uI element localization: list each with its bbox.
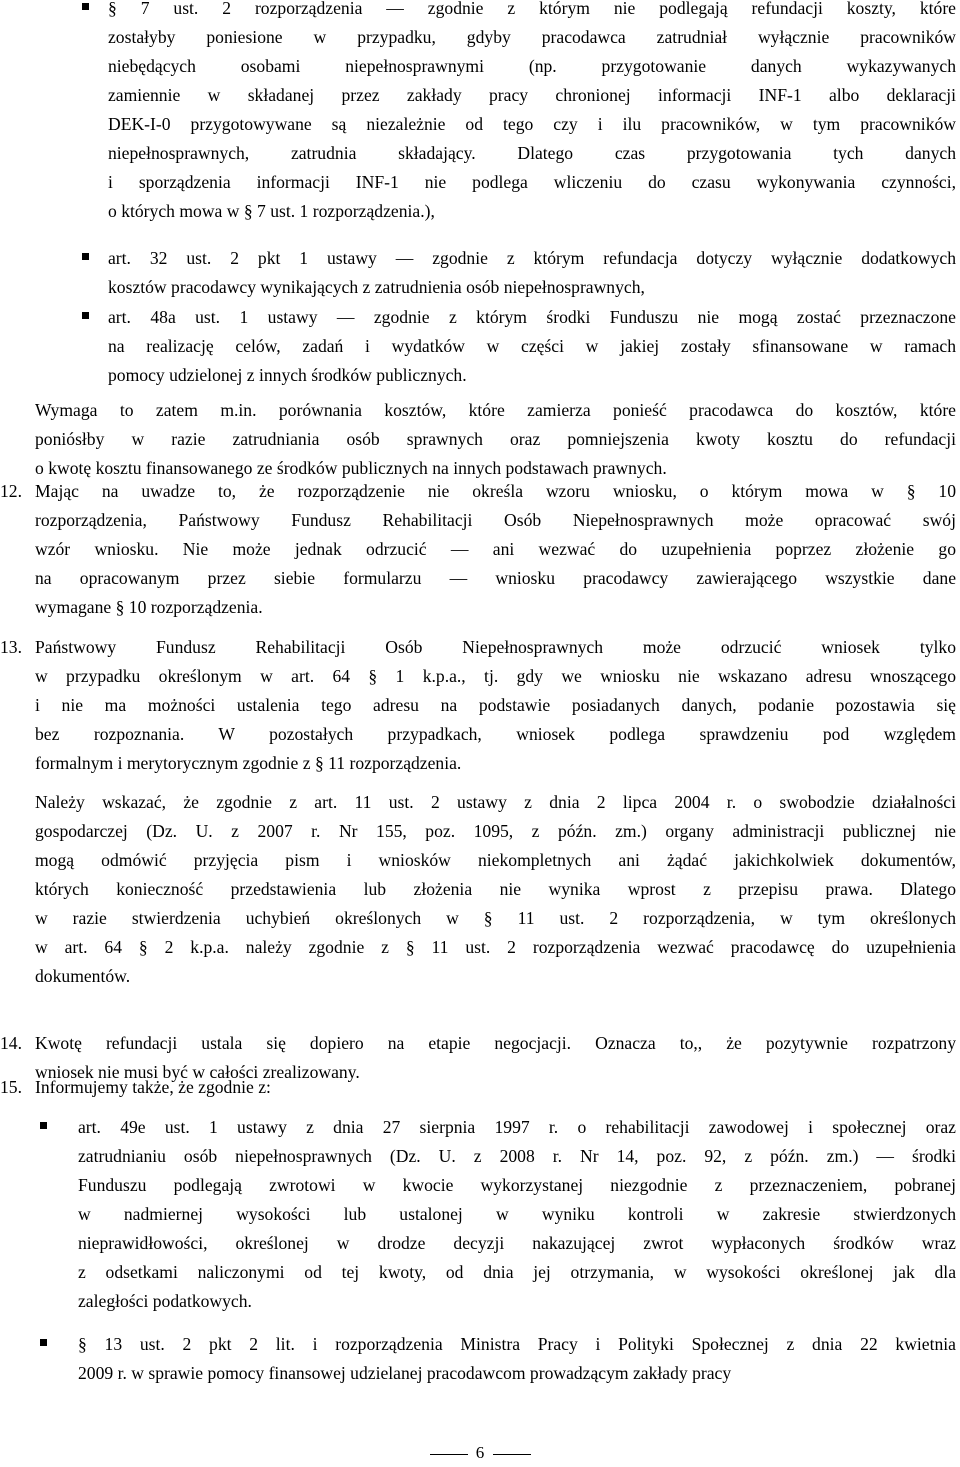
text-line: Mając na uwadze to, że rozporządzenie nie określa wzoru wniosku, o którym mowa w § 10 (35, 481, 956, 501)
text-line: art. 49e ust. 1 ustawy z dnia 27 sierpnia 1997 r. o rehabilitacji zawodowej i społecznej oraz (78, 1117, 956, 1137)
text-line: gospodarczej (Dz. U. z 2007 r. Nr 155, poz. 1095, z późn. zm.) organy administracji publicznej nie (35, 821, 956, 841)
text-line: zamiennie w składanej przez zakłady pracy chronionej informacji INF-1 albo deklaracji (108, 85, 956, 105)
bullet-item-par7 (108, 0, 956, 226)
text-line: i sporządzenia informacji INF-1 nie podlega wliczeniu do czasu wykonywania czynności, (108, 172, 956, 192)
text-line: poniósłby w razie zatrudniania osób sprawnych oraz pomniejszenia kwoty kosztu do refundacji (35, 429, 956, 449)
text-line: zostałyby poniesione w przypadku, gdyby pracodawca zatrudniał wyłącznie pracowników (108, 27, 956, 47)
item-number: 15. (0, 1077, 22, 1097)
text-line: w razie stwierdzenia uchybień określonych w § 11 ust. 2 rozporządzenia, w tym określonych (35, 908, 956, 928)
item-13-text (35, 633, 956, 778)
text-line: Informujemy także, że zgodnie z: (35, 1077, 271, 1097)
bullet-item-par13 (78, 1330, 956, 1388)
text-line: zatrudnianiu osób niepełnosprawnych (Dz. U. z 2008 r. Nr 14, poz. 92, z późn. zm.) — środki (78, 1146, 956, 1166)
item-12-text (35, 477, 956, 622)
text-line: wymagane § 10 rozporządzenia. (35, 597, 263, 617)
bullet-marker (40, 1122, 47, 1129)
item-15-text (35, 1073, 956, 1102)
page-footer (0, 1438, 960, 1467)
text-line: Należy wskazać, że zgodnie z art. 11 ust. 2 ustawy z dnia 2 lipca 2004 r. o swobodzie działalności (35, 792, 956, 812)
text-line: Wymaga to zatem m.in. porównania kosztów, które zamierza ponieść pracodawca do kosztów, które (35, 400, 956, 420)
text-line: w art. 64 § 2 k.p.a. należy zgodnie z § 11 ust. 2 rozporządzenia wezwać pracodawcę do uzupełnienia (35, 937, 956, 957)
bullet-item-art32 (108, 244, 956, 302)
text-line: § 13 ust. 2 pkt 2 lit. i rozporządzenia Ministra Pracy i Polityki Społecznej z dnia 22 kwietnia (78, 1334, 956, 1354)
paragraph-wymaga (35, 396, 956, 483)
text-line: nieprawidłowości, określonej w drodze decyzji nakazującej zwrot wypłaconych środków wraz (78, 1233, 956, 1253)
bullet-marker (82, 3, 89, 10)
text-line: kosztów pracodawcy wynikających z zatrudnienia osób niepełnosprawnych, (108, 277, 645, 297)
text-line: zaległości podatkowych. (78, 1291, 252, 1311)
bullet-item-art49e (78, 1113, 956, 1316)
text-line: Kwotę refundacji ustala się dopiero na etapie negocjacji. Oznacza to,, że pozytywnie rozpatrzony (35, 1033, 956, 1053)
text-line: DEK-I-0 przygotowywane są niezależnie od tego czy i ilu pracowników, w tym pracowników (108, 114, 956, 134)
footer-dash-right (493, 1454, 531, 1455)
text-line: i nie ma możności ustalenia tego adresu na podstawie posiadanych danych, podanie pozostawia się (35, 695, 956, 715)
bullet-marker (82, 312, 89, 319)
text-line: o kwotę kosztu finansowanego ze środków publicznych na innych podstawach prawnych. (35, 458, 667, 478)
bullet-marker (82, 253, 89, 260)
item-number: 12. (0, 481, 22, 501)
text-line: art. 48a ust. 1 ustawy — zgodnie z którym środki Funduszu nie mogą zostać przeznaczone (108, 307, 956, 327)
text-line: wzór wniosku. Nie może jednak odrzucić — ani wezwać do uzupełnienia poprzez złożenie go (35, 539, 956, 559)
footer-dash-left (430, 1454, 468, 1455)
text-line: na opracowanym przez siebie formularzu — wniosku pracodawcy zawierającego wszystkie dane (35, 568, 956, 588)
paragraph-nalezy (35, 788, 956, 991)
text-line: wniosek nie musi być w całości zrealizowany. (35, 1062, 360, 1082)
text-line: formalnym i merytorycznym zgodnie z § 11 rozporządzenia. (35, 753, 462, 773)
text-line: z odsetkami naliczonymi od tej kwoty, od dnia jej otrzymania, w wysokości określonej jak dla (78, 1262, 956, 1282)
text-line: pomocy udzielonej z innych środków publicznych. (108, 365, 467, 385)
text-line: których konieczność przedstawienia lub złożenia nie wynika wprost z przepisu prawa. Dlatego (35, 879, 956, 899)
text-line: niebędących osobami niepełnosprawnymi (np. przygotowanie danych wykazywanych (108, 56, 956, 76)
text-line: rozporządzenia, Państwowy Fundusz Rehabilitacji Osób Niepełnosprawnych może opracować swój (35, 510, 956, 530)
text-line: Funduszu podlegają zwrotowi w kwocie wykorzystanej niezgodnie z przeznaczeniem, pobranej (78, 1175, 956, 1195)
text-line: § 7 ust. 2 rozporządzenia — zgodnie z którym nie podlegają refundacji koszty, które (108, 0, 956, 18)
text-line: 2009 r. w sprawie pomocy finansowej udzielanej pracodawcom prowadzącym zakłady pracy (78, 1363, 732, 1383)
text-line: w nadmiernej wysokości lub ustalonej w wyniku kontroli w zakresie stwierdzonych (78, 1204, 956, 1224)
text-line: dokumentów. (35, 966, 131, 986)
page-number: 6 (475, 1443, 485, 1462)
text-line: mogą odmówić przyjęcia pism i wniosków niekompletnych ani żądać jakichkolwiek dokumentów, (35, 850, 956, 870)
text-line: art. 32 ust. 2 pkt 1 ustawy — zgodnie z którym refundacja dotyczy wyłącznie dodatkowych (108, 248, 956, 268)
text-line: w przypadku określonym w art. 64 § 1 k.p.a., tj. gdy we wniosku nie wskazano adresu wnoszącego (35, 666, 956, 686)
text-line: Państwowy Fundusz Rehabilitacji Osób Niepełnosprawnych może odrzucić wniosek tylko (35, 637, 956, 657)
text-line: niepełnosprawnych, zatrudnia składający. Dlatego czas przygotowania tych danych (108, 143, 956, 163)
bullet-item-art48a (108, 303, 956, 390)
text-line: o których mowa w § 7 ust. 1 rozporządzenia.), (108, 201, 435, 221)
text-line: bez rozpoznania. W pozostałych przypadkach, wniosek podlega sprawdzeniu pod względem (35, 724, 956, 744)
text-line: na realizację celów, zadań i wydatków w części w jakiej zostały sfinansowane w ramach (108, 336, 956, 356)
bullet-marker (40, 1339, 47, 1346)
item-number: 13. (0, 637, 22, 657)
item-number: 14. (0, 1033, 22, 1053)
